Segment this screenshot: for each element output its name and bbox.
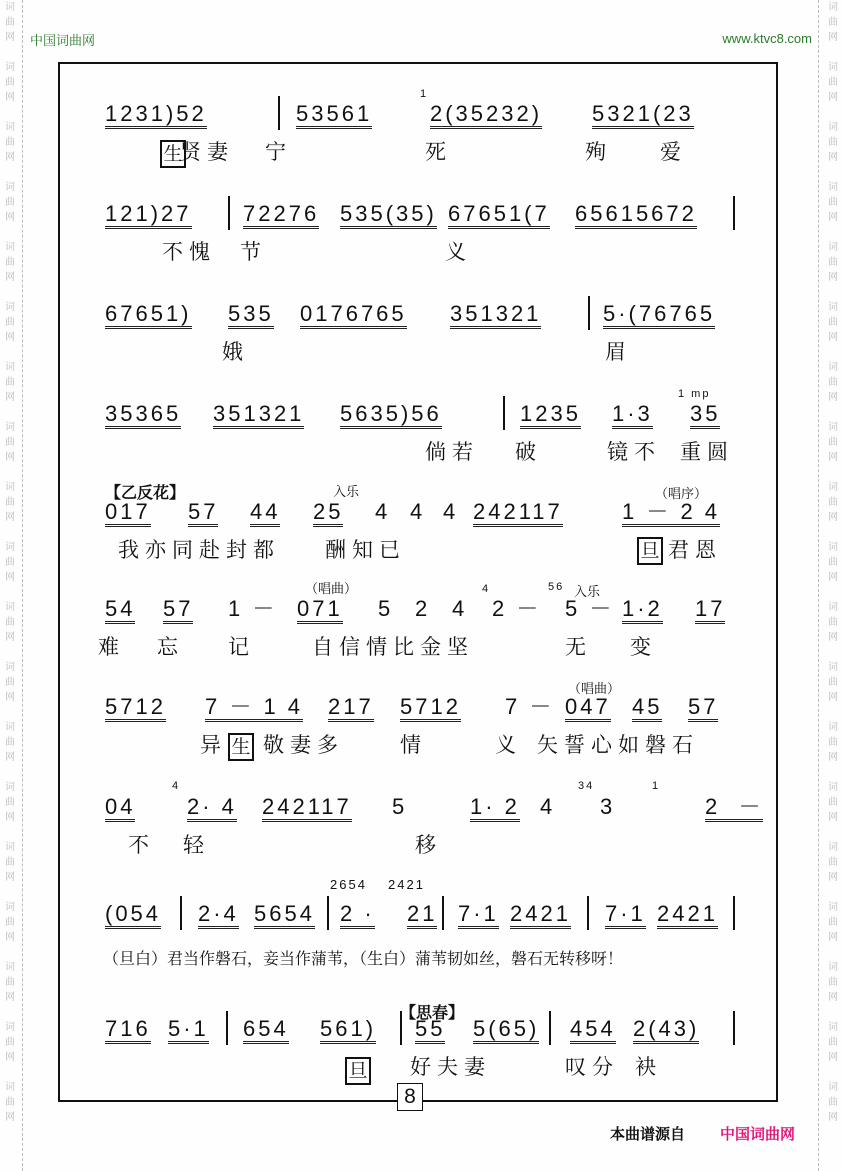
lyric: 情: [400, 733, 427, 757]
note-group: 3: [600, 794, 616, 819]
lyric: 节: [240, 240, 267, 264]
note-group: 0176765: [300, 302, 407, 329]
annotation: （唱序）: [655, 487, 708, 502]
note-group: 1·2: [622, 597, 663, 624]
annotation: 入乐: [333, 485, 360, 500]
lyric: 轻: [183, 833, 210, 857]
note-group: 57: [163, 597, 193, 624]
lyric: 袂: [635, 1055, 662, 1079]
lyric: 义: [445, 240, 472, 264]
note-group: 5 －: [565, 596, 615, 621]
bar-line: [180, 896, 182, 930]
bar-line: [503, 396, 505, 430]
note-group: 1 － 2 4: [622, 500, 720, 527]
note-group: 2(43): [633, 1017, 699, 1044]
note-group: 4: [375, 499, 391, 524]
lyric: 异: [200, 733, 227, 757]
grace-note: 4: [482, 583, 491, 595]
bar-line: [226, 1011, 228, 1045]
note-group: 047: [565, 695, 611, 722]
watermark-right: 词 曲 网 词 曲 网 词 曲 网 词 曲 网 词 曲 网 词 曲 网 词 曲 网 词 曲 网 词 曲 网 词 曲 网 词 曲 网 词 曲 网 词 曲 网 词 曲 网 词 曲 网 词 曲 网 词 曲 网 词 曲 网 词 曲 网: [828, 2, 838, 1123]
note-group: 7·1: [605, 902, 646, 929]
annotation: 入乐: [574, 585, 601, 600]
lyric: 死: [425, 140, 452, 164]
bar-line: [733, 896, 735, 930]
note-group: 67651(7: [448, 202, 550, 229]
note-group: 2(35232): [430, 102, 542, 129]
note-group: 242117: [473, 500, 563, 527]
dialogue-text: （旦白）君当作磐石，妾当作蒲苇，（生白）蒲苇韧如丝，磐石无转移呀！: [103, 949, 624, 968]
note-group: 1· 2: [470, 795, 520, 822]
note-group: 121)27: [105, 202, 192, 229]
bar-line: [228, 196, 230, 230]
grace-note: 2421: [388, 877, 425, 892]
note-group: 4: [540, 794, 556, 819]
note-group: 57: [188, 500, 218, 527]
source-site-link[interactable]: 中国词曲网: [720, 1125, 796, 1143]
note-group: 45: [632, 695, 662, 722]
lyric: 好夫妻: [410, 1055, 491, 1079]
note-group: 54: [105, 597, 135, 624]
note-group: 1·3: [612, 402, 653, 429]
note-group: 716: [105, 1017, 151, 1044]
note-group: 217: [328, 695, 374, 722]
note-group: 2 －: [705, 795, 763, 822]
note-group: 17: [695, 597, 725, 624]
note-group: 5: [378, 596, 394, 621]
source-label: 本曲谱源自: [610, 1125, 686, 1143]
note-group: 2· 4: [187, 795, 237, 822]
bar-line: [549, 1011, 551, 1045]
note-group: 5(65): [473, 1017, 539, 1044]
grace-note: 2654: [330, 877, 367, 892]
note-group: 654: [243, 1017, 289, 1044]
note-group: 21: [407, 902, 437, 929]
bar-line: [278, 96, 280, 130]
note-group: 5712: [105, 695, 166, 722]
grace-note: 4: [172, 780, 181, 792]
lyric: 义: [495, 733, 522, 757]
note-group: 535: [228, 302, 274, 329]
note-group: 561): [320, 1017, 376, 1044]
annotation: （唱曲）: [568, 682, 621, 697]
lyric: 变: [630, 635, 657, 659]
role-marker: 旦: [637, 537, 663, 565]
role-marker: 生: [228, 733, 254, 761]
lyric: 叹分: [565, 1055, 619, 1079]
lyric: 移: [415, 833, 442, 857]
note-group: 65615672: [575, 202, 697, 229]
note-group: 2 ·: [340, 902, 375, 929]
note-group: 1235: [520, 402, 581, 429]
note-group: 351321: [450, 302, 541, 329]
lyric: 眉: [605, 340, 632, 364]
note-group: 454: [570, 1017, 616, 1044]
note-group: (054: [105, 902, 161, 929]
lyric: 贤妻: [180, 140, 234, 164]
bar-line: [733, 1011, 735, 1045]
note-group: 5: [392, 794, 408, 819]
note-group: 071: [297, 597, 343, 624]
note-group: 535(35): [340, 202, 437, 229]
grace-note: 56: [548, 581, 565, 593]
grace-note: 1: [652, 780, 661, 792]
role-marker: 生: [160, 140, 186, 168]
tune-label: 【乙反花】: [105, 483, 186, 502]
page-number: 8: [397, 1083, 423, 1111]
grace-note: 1 mp: [678, 388, 711, 400]
role-marker: 旦: [345, 1057, 371, 1085]
lyric: 矢誓心如磐石: [537, 733, 699, 757]
site-name[interactable]: 中国词曲网: [30, 34, 96, 49]
site-url[interactable]: www.ktvc8.com: [722, 31, 812, 46]
note-group: 67651): [105, 302, 192, 329]
note-group: 2421: [657, 902, 718, 929]
grace-note: 34: [578, 780, 595, 792]
note-group: 35: [690, 402, 720, 429]
note-group: 72276: [243, 202, 319, 229]
bar-line: [733, 196, 735, 230]
note-group: 7·1: [458, 902, 499, 929]
lyric: 重圆: [680, 440, 734, 464]
note-group: 351321: [213, 402, 304, 429]
note-group: 1231)52: [105, 102, 207, 129]
lyric: 记: [228, 635, 255, 659]
note-group: 5712: [400, 695, 461, 722]
lyric: 敬妻多: [263, 733, 344, 757]
lyric: 忘: [157, 635, 184, 659]
note-group: 7 － 1 4: [205, 695, 303, 722]
note-group: 2·4: [198, 902, 239, 929]
lyric: 自信情比金坚: [312, 635, 474, 659]
note-group: 57: [688, 695, 718, 722]
lyric: 君恩: [668, 538, 722, 562]
note-group: 5321(23: [592, 102, 694, 129]
note-group: 55: [415, 1017, 445, 1044]
bar-line: [442, 896, 444, 930]
lyric: 殉: [585, 140, 612, 164]
lyric: 酬知已: [325, 538, 406, 562]
lyric: 无: [565, 635, 592, 659]
note-group: 04: [105, 795, 135, 822]
note-group: 53561: [296, 102, 372, 129]
watermark-left: 词 曲 网 词 曲 网 词 曲 网 词 曲 网 词 曲 网 词 曲 网 词 曲 网 词 曲 网 词 曲 网 词 曲 网 词 曲 网 词 曲 网 词 曲 网 词 曲 网 词 曲 网 词 曲 网 词 曲 网 词 曲 网 词 曲 网: [5, 2, 15, 1123]
annotation: （唱曲）: [305, 582, 358, 597]
margin-guide-right: [818, 0, 819, 1171]
note-group: 5·1: [168, 1017, 209, 1044]
lyric: 不: [128, 833, 155, 857]
note-group: 4: [410, 499, 426, 524]
tune-label: 【思春】: [400, 1003, 465, 1022]
note-group: 5654: [254, 902, 315, 929]
lyric: 不愧: [162, 240, 216, 264]
lyric: 破: [515, 440, 542, 464]
lyric: 难: [98, 635, 125, 659]
lyric: 爱: [660, 140, 687, 164]
note-group: 5635)56: [340, 402, 442, 429]
lyric: 我亦同赴封都: [118, 538, 280, 562]
note-group: 1 －: [228, 596, 278, 621]
lyric: 镜不: [607, 440, 661, 464]
margin-guide-left: [22, 0, 23, 1171]
grace-note: 1: [420, 88, 429, 100]
note-group: 44: [250, 500, 280, 527]
bar-line: [327, 896, 329, 930]
note-group: 2 －: [492, 596, 542, 621]
note-group: 5·(76765: [603, 302, 715, 329]
note-group: 2: [415, 596, 431, 621]
bar-line: [587, 896, 589, 930]
note-group: 7 －: [505, 694, 555, 719]
note-group: 242117: [262, 795, 352, 822]
note-group: 35365: [105, 402, 181, 429]
note-group: 4: [443, 499, 459, 524]
lyric: 宁: [265, 140, 292, 164]
note-group: 2421: [510, 902, 571, 929]
note-group: 017: [105, 500, 151, 527]
lyric: 娥: [222, 340, 249, 364]
lyric: 倘若: [425, 440, 479, 464]
bar-line: [588, 296, 590, 330]
note-group: 4: [452, 596, 468, 621]
note-group: 25: [313, 500, 343, 527]
